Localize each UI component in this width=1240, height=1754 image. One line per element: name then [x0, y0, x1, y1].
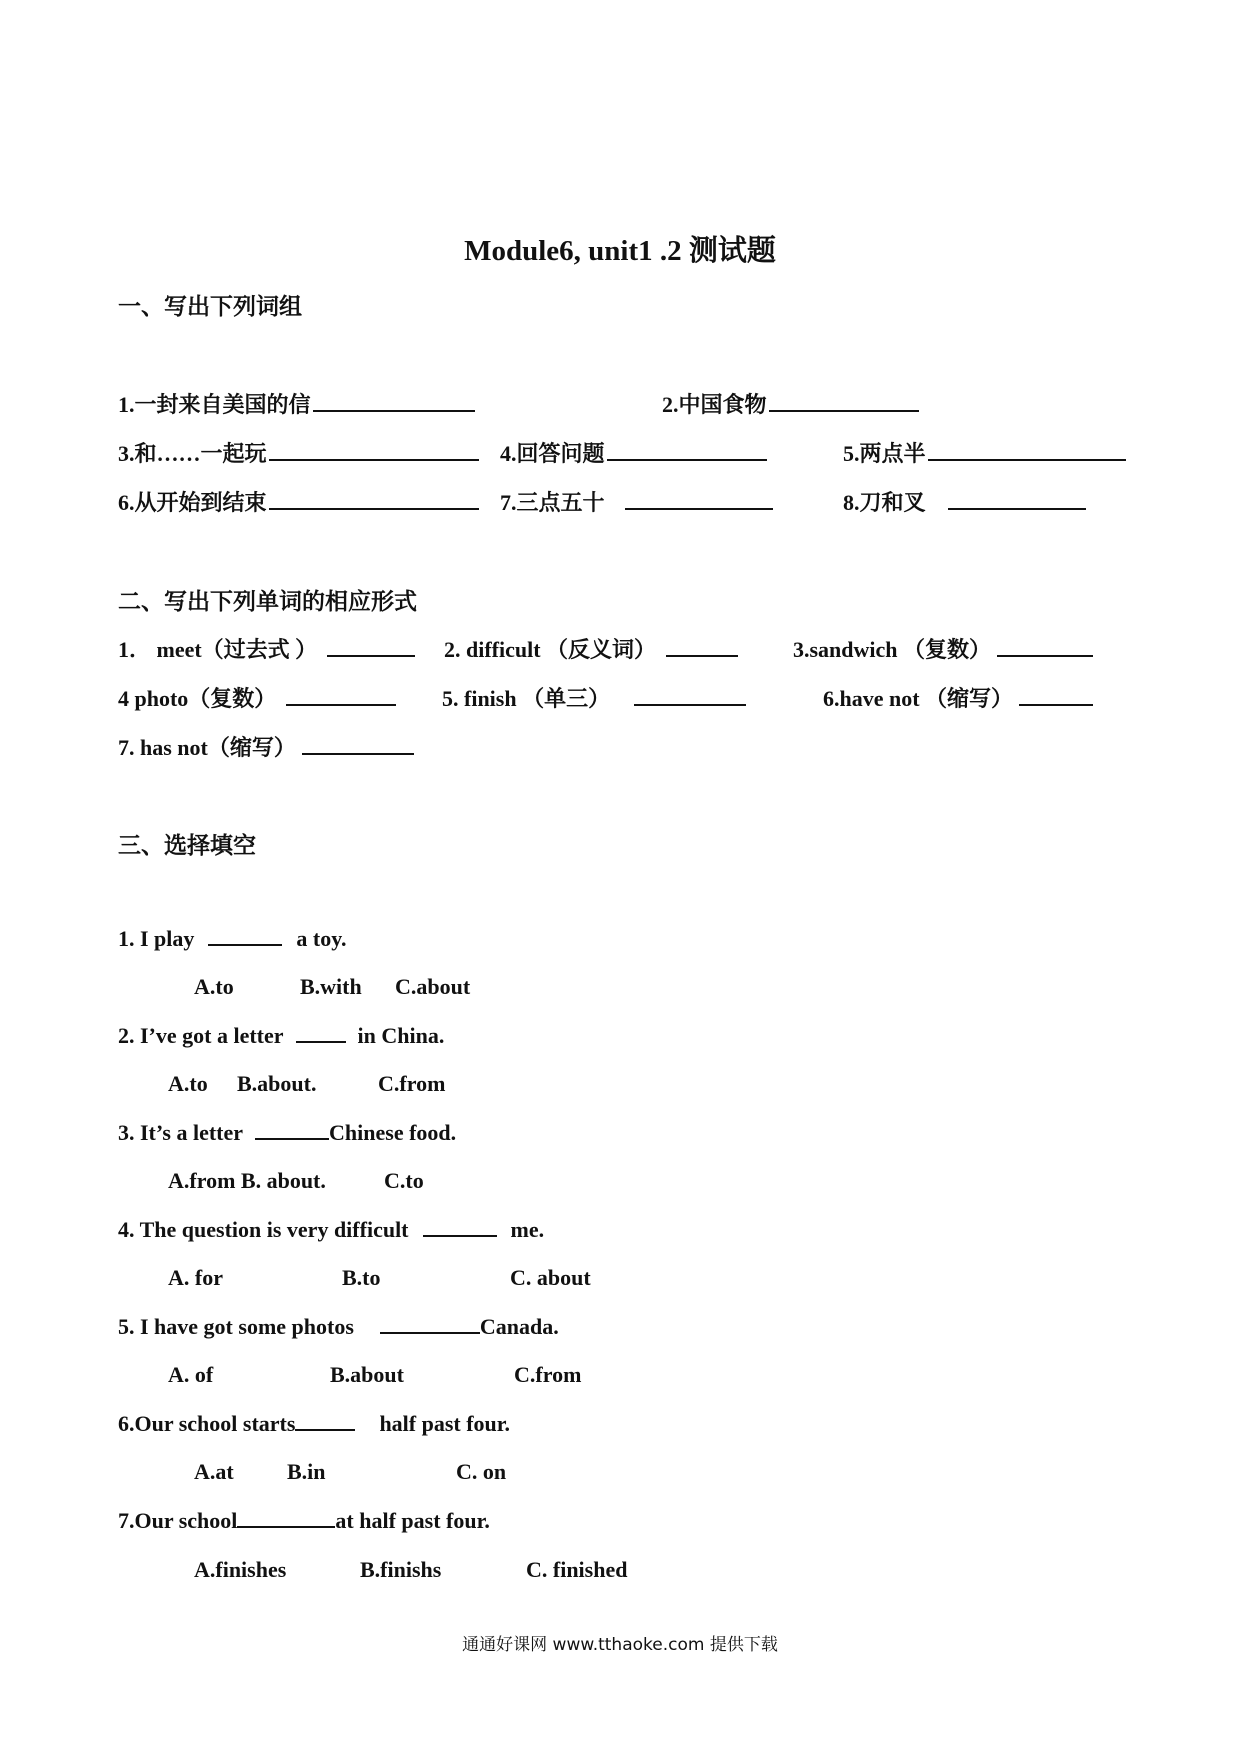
word-form-item-6	[823, 682, 1093, 713]
phrase-item-2	[662, 388, 919, 419]
answer-blank[interactable]	[666, 654, 738, 657]
word-form-label: 3.sandwich （复数）	[793, 637, 992, 662]
option-c[interactable]: C.to	[384, 1168, 424, 1193]
option-c[interactable]: C.about	[395, 974, 471, 999]
section-2-heading: 二、写出下列单词的相应形式	[118, 589, 417, 614]
phrase-item-8	[843, 486, 1086, 517]
option-b[interactable]: B.with	[300, 974, 362, 999]
word-form-item-3	[793, 633, 1093, 664]
word-form-item-5	[442, 682, 746, 713]
answer-blank[interactable]	[327, 654, 415, 657]
option-c[interactable]: C. about	[510, 1265, 591, 1290]
option-b[interactable]: B.finishs	[360, 1557, 442, 1582]
phrase-label: 1.一封来自美国的信	[118, 392, 311, 417]
answer-blank[interactable]	[634, 703, 746, 706]
phrase-label: 6.从开始到结束	[118, 490, 267, 515]
question-text: 5. I have got some photos	[118, 1314, 354, 1339]
question-text-end: Chinese food.	[329, 1120, 457, 1145]
answer-blank[interactable]	[769, 409, 919, 412]
answer-blank[interactable]	[302, 752, 414, 755]
question-text: 6.Our school starts	[118, 1411, 296, 1436]
answer-blank[interactable]	[286, 703, 396, 706]
answer-blank[interactable]	[269, 507, 479, 510]
option-c[interactable]: C. finished	[526, 1557, 628, 1582]
answer-blank[interactable]	[423, 1234, 497, 1237]
phrase-label: 4.回答问题	[500, 441, 605, 466]
answer-blank[interactable]	[237, 1525, 335, 1528]
question-3	[118, 1120, 456, 1146]
phrase-item-5	[843, 437, 1126, 468]
phrase-item-3	[118, 437, 479, 468]
phrase-item-1	[118, 388, 475, 419]
option-c[interactable]: C.from	[514, 1362, 582, 1387]
question-1	[118, 926, 347, 952]
question-4	[118, 1217, 544, 1243]
question-7	[118, 1508, 490, 1534]
answer-blank[interactable]	[208, 943, 282, 946]
option-b[interactable]: B.in	[287, 1459, 326, 1484]
answer-blank[interactable]	[1019, 703, 1093, 706]
answer-blank[interactable]	[380, 1331, 480, 1334]
option-b[interactable]: B.about.	[237, 1071, 317, 1096]
option-a[interactable]: A. of	[168, 1362, 214, 1387]
phrase-label: 8.刀和叉	[843, 490, 926, 515]
question-2	[118, 1023, 444, 1049]
phrase-item-7	[500, 486, 773, 517]
answer-blank[interactable]	[255, 1137, 329, 1140]
section-3-heading: 三、选择填空	[118, 833, 256, 858]
phrase-label: 7.三点五十	[500, 490, 605, 515]
option-ab[interactable]: A.from B. about.	[168, 1168, 326, 1193]
word-form-item-4	[118, 682, 396, 713]
option-a[interactable]: A.finishes	[194, 1557, 287, 1582]
option-b[interactable]: B.about	[330, 1362, 404, 1387]
answer-blank[interactable]	[997, 654, 1093, 657]
option-a[interactable]: A. for	[168, 1265, 223, 1290]
word-form-label: 4 photo（复数）	[118, 686, 277, 711]
question-text: 2. I’ve got a letter	[118, 1023, 284, 1048]
question-text-end: a toy.	[296, 926, 347, 951]
phrase-item-6	[118, 486, 479, 517]
word-form-label: 7. has not（缩写）	[118, 735, 296, 760]
answer-blank[interactable]	[625, 507, 773, 510]
option-c[interactable]: C.from	[378, 1071, 446, 1096]
word-form-item-1	[118, 633, 415, 664]
phrase-item-4	[500, 437, 767, 468]
option-b[interactable]: B.to	[342, 1265, 381, 1290]
answer-blank[interactable]	[296, 1040, 346, 1043]
answer-blank[interactable]	[928, 458, 1126, 461]
answer-blank[interactable]	[607, 458, 767, 461]
section-1-heading: 一、写出下列词组	[118, 294, 302, 319]
phrase-label: 5.两点半	[843, 441, 926, 466]
option-a[interactable]: A.to	[168, 1071, 208, 1096]
phrase-label: 3.和……一起玩	[118, 441, 267, 466]
answer-blank[interactable]	[948, 507, 1086, 510]
question-text: 7.Our school	[118, 1508, 238, 1533]
word-form-item-2	[444, 633, 738, 664]
answer-blank[interactable]	[295, 1428, 355, 1431]
question-text-end: in China.	[357, 1023, 445, 1048]
question-text-end: half past four.	[379, 1411, 511, 1436]
word-form-label: 1． meet（过去式 ）	[118, 637, 318, 662]
word-form-item-7	[118, 731, 414, 762]
answer-blank[interactable]	[313, 409, 475, 412]
word-form-label: 2. difficult （反义词）	[444, 637, 657, 662]
word-form-label: 6.have not （缩写）	[823, 686, 1014, 711]
page-title: Module6, unit1 .2 测试题	[464, 235, 776, 267]
question-text-end: Canada.	[479, 1314, 559, 1339]
answer-blank[interactable]	[269, 458, 479, 461]
option-a[interactable]: A.at	[194, 1459, 234, 1484]
question-text-end: at half past four.	[335, 1508, 490, 1533]
phrase-label: 2.中国食物	[662, 392, 767, 417]
question-6	[118, 1411, 510, 1437]
word-form-label: 5. finish （单三）	[442, 686, 611, 711]
question-text: 1. I play	[118, 926, 195, 951]
footer-source: 通通好课网 www.tthaoke.com 提供下载	[462, 1635, 778, 1655]
option-a[interactable]: A.to	[194, 974, 234, 999]
question-text-end: me.	[510, 1217, 545, 1242]
option-c[interactable]: C. on	[456, 1459, 507, 1484]
question-text: 3. It’s a letter	[118, 1120, 244, 1145]
question-5	[118, 1314, 559, 1340]
question-text: 4. The question is very difficult	[118, 1217, 409, 1242]
